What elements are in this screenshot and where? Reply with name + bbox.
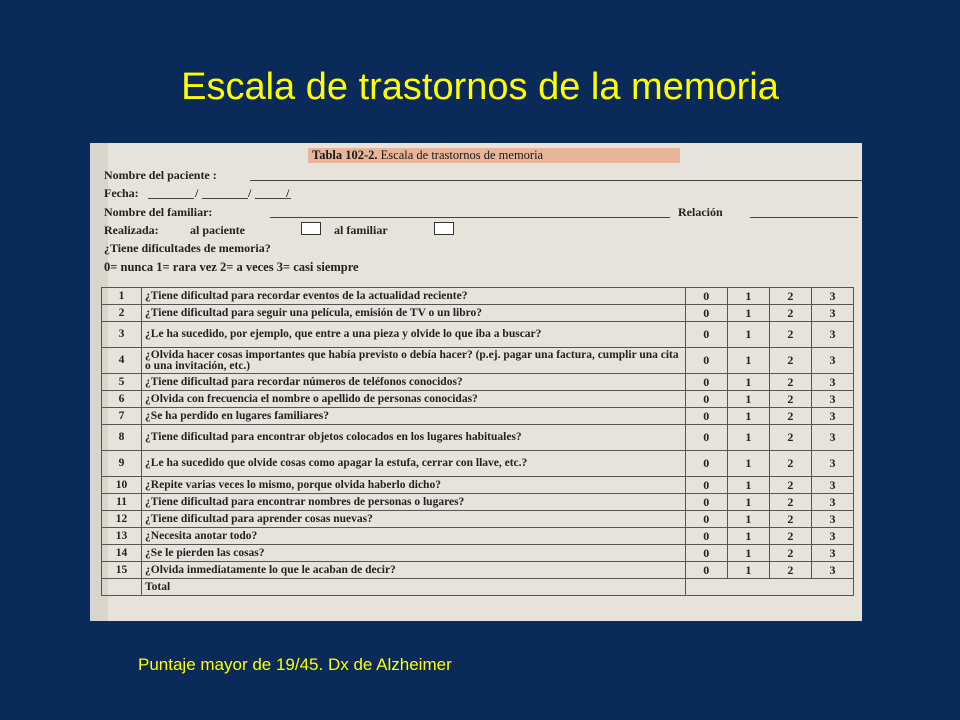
score-option-3[interactable]: 3 — [811, 408, 853, 425]
score-option-2[interactable]: 2 — [769, 425, 811, 451]
score-option-1[interactable]: 1 — [727, 494, 769, 511]
question-row — [102, 545, 854, 562]
score-option-0[interactable]: 0 — [685, 477, 727, 494]
question-text: ¿Tiene dificultad para recordar eventos de la actualidad reciente? — [142, 288, 686, 305]
question-row — [102, 408, 854, 425]
patient-name-label: Nombre del paciente : — [104, 168, 217, 182]
score-option-3[interactable]: 3 — [811, 288, 853, 305]
question-number: 6 — [102, 391, 142, 408]
question-number: 12 — [102, 511, 142, 528]
score-option-3[interactable]: 3 — [811, 425, 853, 451]
question-number: 7 — [102, 408, 142, 425]
to-relative-label: al familiar — [334, 223, 388, 237]
question-text: ¿Tiene dificultad para seguir una película, emisión de TV o un libro? — [142, 305, 686, 322]
caption-number: Tabla 102-2. — [312, 148, 378, 162]
question-row — [102, 391, 854, 408]
date-month-line — [202, 198, 248, 199]
score-option-0[interactable]: 0 — [685, 288, 727, 305]
score-option-2[interactable]: 2 — [769, 408, 811, 425]
total-row — [102, 579, 854, 596]
question-row — [102, 477, 854, 494]
score-option-2[interactable]: 2 — [769, 322, 811, 348]
score-option-3[interactable]: 3 — [811, 451, 853, 477]
question-row — [102, 425, 854, 451]
score-option-0[interactable]: 0 — [685, 348, 727, 374]
question-row — [102, 305, 854, 322]
question-number: 11 — [102, 494, 142, 511]
score-option-3[interactable]: 3 — [811, 348, 853, 374]
score-option-0[interactable]: 0 — [685, 408, 727, 425]
date-sep-2: / — [248, 186, 252, 200]
score-option-2[interactable]: 2 — [769, 374, 811, 391]
slide-title: Escala de trastornos de la memoria — [181, 66, 779, 108]
score-option-2[interactable]: 2 — [769, 305, 811, 322]
question-text: ¿Olvida hacer cosas importantes que había previsto o debía hacer? (p.ej. pagar una factura, cumplir una cita o una invitación, etc.) — [142, 348, 686, 374]
question-number: 13 — [102, 528, 142, 545]
question-text: ¿Tiene dificultad para encontrar nombres de personas o lugares? — [142, 494, 686, 511]
question-number: 9 — [102, 451, 142, 477]
question-text: ¿Olvida con frecuencia el nombre o apellido de personas conocidas? — [142, 391, 686, 408]
score-option-3[interactable]: 3 — [811, 374, 853, 391]
score-option-0[interactable]: 0 — [685, 494, 727, 511]
date-label: Fecha: — [104, 186, 139, 200]
question-row — [102, 511, 854, 528]
score-option-1[interactable]: 1 — [727, 511, 769, 528]
score-option-2[interactable]: 2 — [769, 288, 811, 305]
done-label: Realizada: — [104, 223, 159, 237]
score-option-1[interactable]: 1 — [727, 374, 769, 391]
question-number: 10 — [102, 477, 142, 494]
footer-note: Puntaje mayor de 19/45. Dx de Alzheimer — [138, 655, 452, 674]
score-option-3[interactable]: 3 — [811, 562, 853, 579]
relative-name-line — [270, 217, 670, 218]
patient-name-line — [250, 180, 862, 181]
score-option-2[interactable]: 2 — [769, 545, 811, 562]
score-option-3[interactable]: 3 — [811, 528, 853, 545]
score-option-2[interactable]: 2 — [769, 391, 811, 408]
total-label: Total — [142, 579, 686, 596]
score-option-0[interactable]: 0 — [685, 305, 727, 322]
question-text: ¿Tiene dificultad para recordar números de teléfonos conocidos? — [142, 374, 686, 391]
score-option-1[interactable]: 1 — [727, 451, 769, 477]
question-text: ¿Olvida inmediatamente lo que le acaban de decir? — [142, 562, 686, 579]
question-number: 4 — [102, 348, 142, 374]
scanned-form — [90, 143, 862, 621]
question-text: ¿Necesita anotar todo? — [142, 528, 686, 545]
score-option-1[interactable]: 1 — [727, 391, 769, 408]
question-text: ¿Se ha perdido en lugares familiares? — [142, 408, 686, 425]
score-option-0[interactable]: 0 — [685, 451, 727, 477]
score-option-3[interactable]: 3 — [811, 322, 853, 348]
caption-title: Escala de trastornos de memoria — [380, 148, 544, 162]
date-sep-1: / — [195, 186, 199, 200]
score-option-3[interactable]: 3 — [811, 477, 853, 494]
question-number: 5 — [102, 374, 142, 391]
score-option-2[interactable]: 2 — [769, 348, 811, 374]
to-relative-checkbox[interactable] — [434, 222, 454, 235]
total-value-cell[interactable] — [685, 579, 853, 596]
to-patient-checkbox[interactable] — [301, 222, 321, 235]
score-option-0[interactable]: 0 — [685, 511, 727, 528]
score-option-1[interactable]: 1 — [727, 528, 769, 545]
score-option-2[interactable]: 2 — [769, 562, 811, 579]
score-option-0[interactable]: 0 — [685, 528, 727, 545]
score-option-2[interactable]: 2 — [769, 511, 811, 528]
scale-legend: 0= nunca 1= rara vez 2= a veces 3= casi siempre — [104, 260, 359, 274]
score-option-2[interactable]: 2 — [769, 494, 811, 511]
score-option-3[interactable]: 3 — [811, 511, 853, 528]
memory-question: ¿Tiene dificultades de memoria? — [104, 241, 271, 255]
score-option-0[interactable]: 0 — [685, 562, 727, 579]
question-text: ¿Tiene dificultad para encontrar objetos colocados en los lugares habituales? — [142, 425, 686, 451]
score-option-1[interactable]: 1 — [727, 348, 769, 374]
relative-name-label: Nombre del familiar: — [104, 205, 213, 219]
score-option-1[interactable]: 1 — [727, 425, 769, 451]
score-option-2[interactable]: 2 — [769, 451, 811, 477]
question-row — [102, 562, 854, 579]
total-number-cell — [102, 579, 142, 596]
score-option-1[interactable]: 1 — [727, 545, 769, 562]
question-row — [102, 451, 854, 477]
score-option-0[interactable]: 0 — [685, 374, 727, 391]
question-number: 15 — [102, 562, 142, 579]
question-row — [102, 288, 854, 305]
question-text: ¿Le ha sucedido que olvide cosas como apagar la estufa, cerrar con llave, etc.? — [142, 451, 686, 477]
question-row — [102, 348, 854, 374]
score-option-0[interactable]: 0 — [685, 322, 727, 348]
score-option-3[interactable]: 3 — [811, 305, 853, 322]
question-text: ¿Tiene dificultad para aprender cosas nuevas? — [142, 511, 686, 528]
date-sep-3: / — [286, 186, 290, 200]
question-number: 14 — [102, 545, 142, 562]
question-row — [102, 528, 854, 545]
score-option-0[interactable]: 0 — [685, 391, 727, 408]
score-option-2[interactable]: 2 — [769, 477, 811, 494]
score-option-1[interactable]: 1 — [727, 305, 769, 322]
question-row — [102, 494, 854, 511]
score-option-3[interactable]: 3 — [811, 494, 853, 511]
score-option-2[interactable]: 2 — [769, 528, 811, 545]
question-number: 2 — [102, 305, 142, 322]
score-option-0[interactable]: 0 — [685, 425, 727, 451]
question-number: 1 — [102, 288, 142, 305]
question-text: ¿Se le pierden las cosas? — [142, 545, 686, 562]
score-option-1[interactable]: 1 — [727, 408, 769, 425]
questions-table — [101, 287, 854, 596]
score-option-1[interactable]: 1 — [727, 562, 769, 579]
score-option-1[interactable]: 1 — [727, 288, 769, 305]
date-day-line — [148, 198, 194, 199]
question-number: 8 — [102, 425, 142, 451]
score-option-0[interactable]: 0 — [685, 545, 727, 562]
question-text: ¿Le ha sucedido, por ejemplo, que entre a una pieza y olvide lo que iba a buscar? — [142, 322, 686, 348]
score-option-3[interactable]: 3 — [811, 545, 853, 562]
relation-label: Relación — [678, 205, 723, 219]
question-number: 3 — [102, 322, 142, 348]
score-option-1[interactable]: 1 — [727, 477, 769, 494]
question-row — [102, 374, 854, 391]
question-row — [102, 322, 854, 348]
relation-line — [750, 217, 858, 218]
to-patient-label: al paciente — [190, 223, 245, 237]
question-text: ¿Repite varias veces lo mismo, porque olvida haberlo dicho? — [142, 477, 686, 494]
table-caption — [308, 148, 680, 163]
score-option-3[interactable]: 3 — [811, 391, 853, 408]
score-option-1[interactable]: 1 — [727, 322, 769, 348]
